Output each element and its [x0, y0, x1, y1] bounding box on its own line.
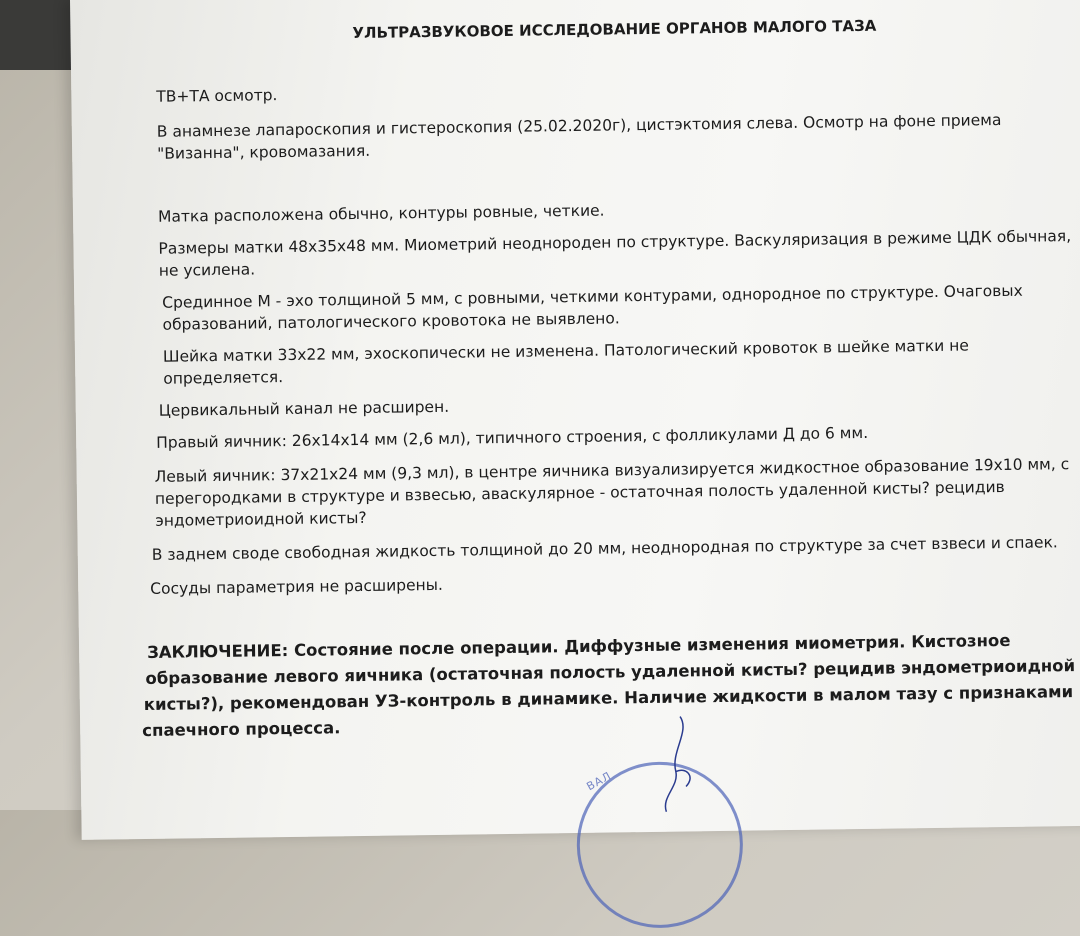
signature-icon	[640, 711, 722, 822]
text-line: Шейка матки 33х22 мм, эхоскопически не изменена. Патологический кровоток в шейке матки не	[162, 336, 969, 366]
stamp-text: ВАЛ	[584, 769, 614, 794]
text-line: Правый яичник: 26х14х14 мм (2,6 мл), типичного строения, с фолликулами Д до 6 мм.	[156, 423, 869, 452]
conclusion-line: спаечного процесса.	[142, 718, 341, 741]
text-line: эндометриоидной кисты?	[155, 508, 367, 530]
conclusion-line: ЗАКЛЮЧЕНИЕ: Состояние после операции. Диффузные изменения миометрия. Кистозное	[146, 630, 1011, 662]
text-line: Цервикальный канал не расширен.	[158, 397, 450, 420]
conclusion-line: кисты?), рекомендован УЗ-контроль в динамике. Наличие жидкости в малом тазу с признаками	[143, 682, 1074, 715]
conclusion-line: образование левого яичника (остаточная полость удаленной кисты? рецидив эндометриоидной	[145, 656, 1076, 689]
text-line: Левый яичник: 37х21х24 мм (9,3 мл), в центре яичника визуализируется жидкостное образование 19х10 мм, с	[154, 455, 1070, 486]
text-line: образований, патологического кровотока не выявлено.	[162, 309, 620, 334]
document-page	[70, 0, 1080, 840]
text-line: Сосуды параметрия не расширены.	[150, 575, 443, 598]
text-line: Срединное М - эхо толщиной 5 мм, с ровными, четкими контурами, однородное по структуре. Очаговых	[162, 281, 1023, 312]
text-line: Размеры матки 48х35х48 мм. Миометрий неоднороден по структуре. Васкуляризация в режиме ЦДК обычная,	[158, 227, 1072, 258]
text-line: Матка расположена обычно, контуры ровные, четкие.	[157, 201, 605, 226]
text-line: определяется.	[163, 368, 284, 388]
text-line: перегородками в структуре и взвесью, аваскулярное - остаточная полость удаленной кисты? рецидив	[154, 477, 1005, 508]
text-line: В анамнезе лапароскопия и гистероскопия (25.02.2020г), цистэктомия слева. Осмотр на фоне приема	[156, 111, 1002, 141]
text-line: "Визанна", кровомазания.	[157, 141, 371, 163]
text-line: В заднем своде свободная жидкость толщиной до 20 мм, неоднородная по структуре за счет взвеси и спаек.	[151, 533, 1058, 564]
text-line: ТВ+ТА осмотр.	[156, 86, 278, 106]
document-title: УЛЬТРАЗВУКОВОЕ ИССЛЕДОВАНИЕ ОРГАНОВ МАЛОГО ТАЗА	[352, 16, 877, 43]
text-line: не усилена.	[158, 260, 256, 280]
